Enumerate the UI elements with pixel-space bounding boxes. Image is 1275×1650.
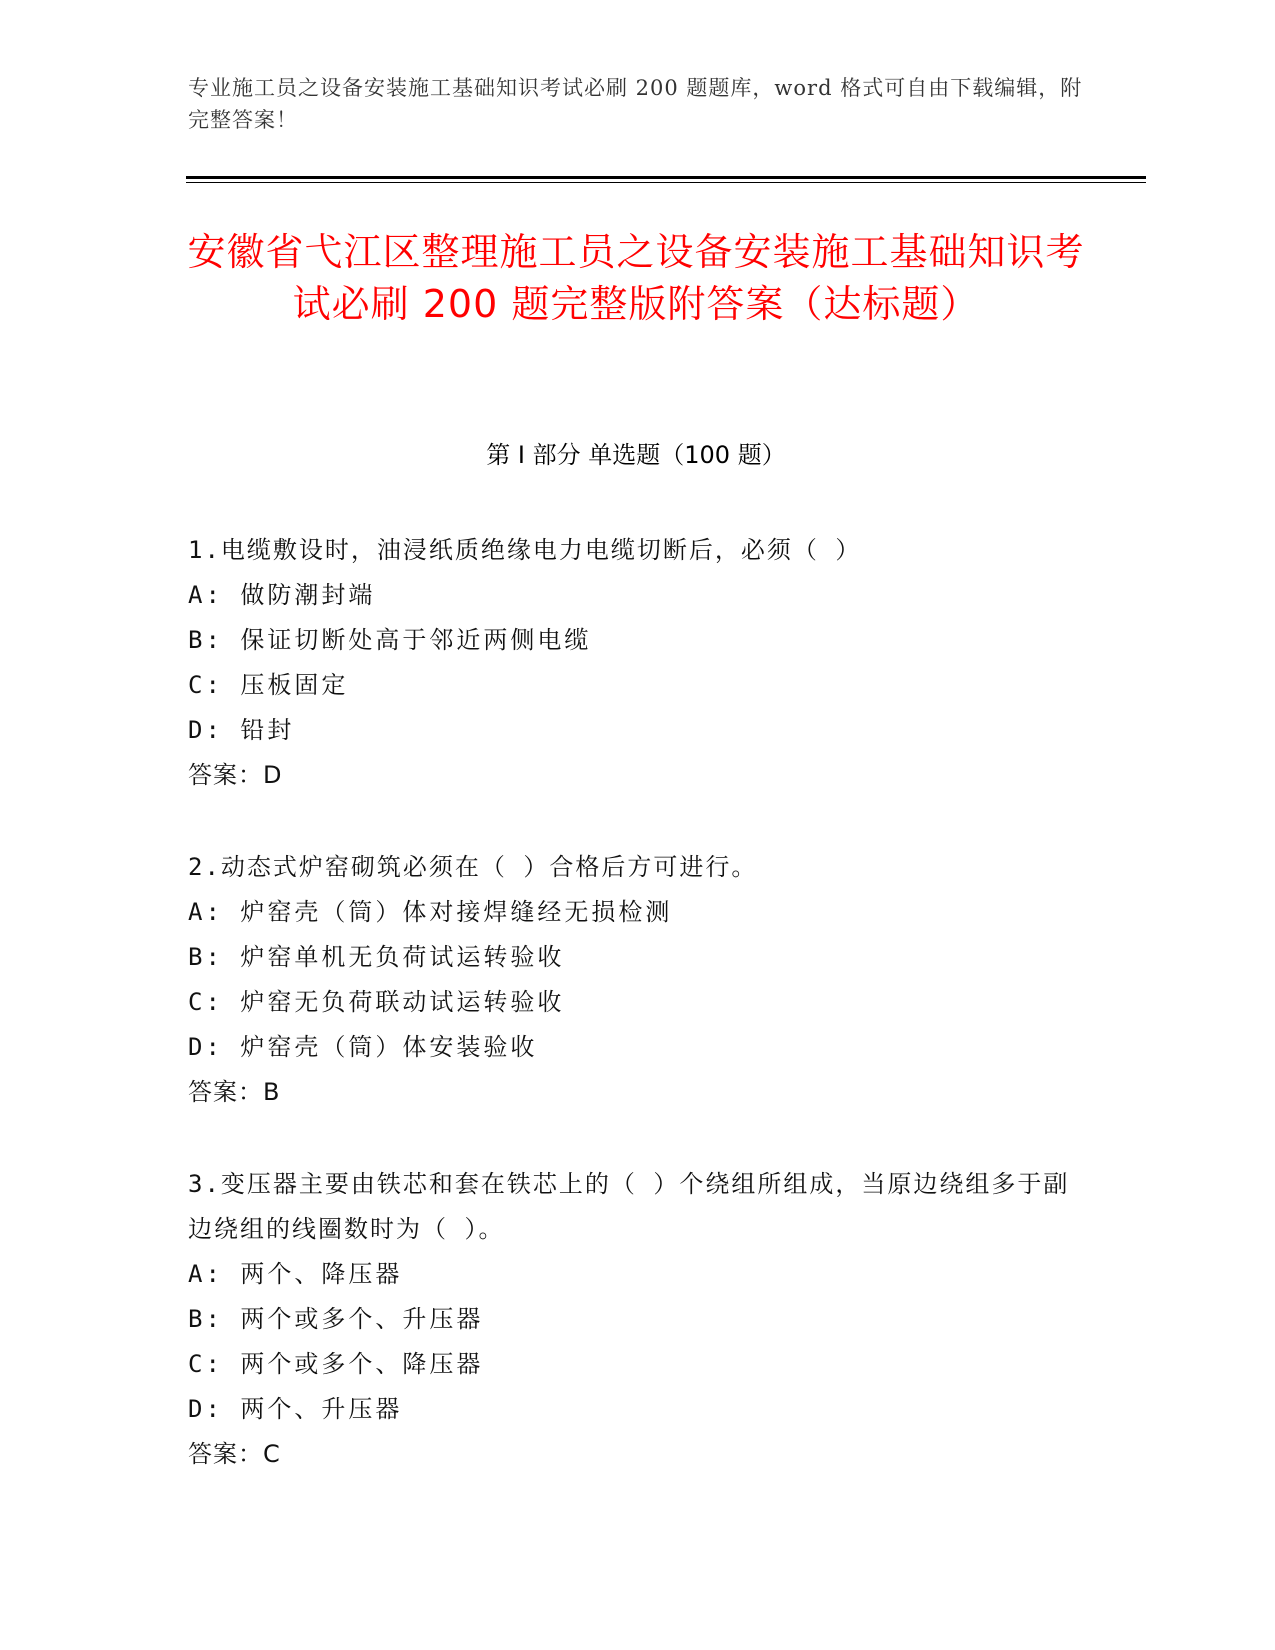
option-a: A: 两个、降压器 [188, 1260, 403, 1288]
header-divider-thick [186, 176, 1146, 179]
section-title: 第 I 部分 单选题（100 题） [486, 441, 786, 469]
question-1 [188, 528, 1088, 798]
option-b: B: 两个或多个、升压器 [188, 1305, 484, 1333]
answer-line: 答案：C [188, 1440, 281, 1468]
document-title: 安徽省弋江区整理施工员之设备安装施工基础知识考试必刷 200 题完整版附答案（达标题） [187, 230, 1085, 326]
option-c: C: 炉窑无负荷联动试运转验收 [188, 988, 565, 1016]
option-b: B: 保证切断处高于邻近两侧电缆 [188, 626, 592, 654]
option-c: C: 压板固定 [188, 671, 349, 699]
option-b: B: 炉窑单机无负荷试运转验收 [188, 943, 565, 971]
header-divider-thin [186, 182, 1146, 183]
option-d: D: 炉窑壳（筒）体安装验收 [188, 1033, 538, 1061]
option-d: D: 铅封 [188, 716, 295, 744]
option-c: C: 两个或多个、降压器 [188, 1350, 484, 1378]
option-a: A: 炉窑壳（筒）体对接焊缝经无损检测 [188, 898, 673, 926]
question-stem: 1.电缆敷设时，油浸纸质绝缘电力电缆切断后，必须（ ） [188, 536, 862, 564]
option-a: A: 做防潮封端 [188, 581, 376, 609]
question-stem: 2.动态式炉窑砌筑必须在（ ）合格后方可进行。 [188, 853, 758, 881]
question-3 [188, 1162, 1088, 1477]
header-note: 专业施工员之设备安装施工基础知识考试必刷 200 题题库，word 格式可自由下载编辑，附完整答案！ [188, 76, 1083, 132]
question-2 [188, 845, 1088, 1115]
answer-line: 答案：B [188, 1078, 281, 1106]
option-d: D: 两个、升压器 [188, 1395, 403, 1423]
question-stem: 3.变压器主要由铁芯和套在铁芯上的（ ）个绕组所组成，当原边绕组多于副边绕组的线圈数时为（ ）。 [188, 1170, 1070, 1243]
answer-line: 答案：D [188, 761, 283, 789]
